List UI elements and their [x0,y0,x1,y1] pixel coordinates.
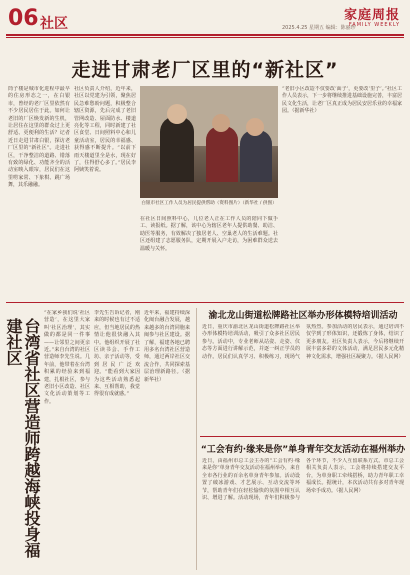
section-divider [6,302,404,303]
column-divider [196,308,197,570]
article1-column-1: 筒子楼是城市化进程中最早的住房形态之一，在白银市，曾经的老厂区里依然有不少居民居住于此。如何让老旧的厂区焕发新的生机，让居住在这里的群众过上更舒适、更便利的生活？记者近日走进甘肃白银，探访老厂区里的“新社区”。走进社区，干净整洁的道路、错落有致的绿化、功能齐全的活动室映入眼帘，居民们在这里唠家常、下象棋、跳广场舞，其乐融融。 [8,86,70,189]
main-headline: 走进甘肃老厂区里的“新社区” [71,59,339,81]
masthead [0,0,410,44]
section-name: 社区 [40,16,68,32]
article2-column-1: “在家乡我们说‘社区营造’，在这里大家叫‘社区治理’，其实做的都是同一件事——让邻里之间更亲近。”来自台湾的社区营造师李先生说。几年前，他带着在台湾积累的经验来到福建，扎根社区，参与老旧小区改造、社区文化活动策划等工作。 [44,310,90,405]
page-number: 06 [8,6,39,31]
article4-body: 近日，由福州市总工会主办的“工会有约·缘来是你”单身青年交友活动在福州举办，来自全市各行业的百余名单身青年参加。活动设置了破冰游戏、才艺展示、互动交流等环节，帮助青年们在轻松愉快的氛围中相互认识、增进了解。活动现场，青年们积极参与各个环节，不少人互留联系方式。市总工会相关负责人表示，工会将持续搭建交友平台，为单身职工牵线搭桥，助力青年职工幸福成长。据统计，本次活动共有多对青年现场牵手成功。（据人民网） [202,458,404,502]
photo-caption: 白银市社区工作人员为居民提供帮助（资料图片）（新华社 / 供图） [141,201,277,206]
article1-column-3: 在社区日间照料中心，几位老人正在工作人员的陪同下做手工、读报纸。据了解，该中心为辖区老年人提供助餐、助洁、助医等服务，有效解决了独居老人、空巢老人的生活难题。社区还组建了志愿服务队，定期开展入户走访，为困难群众送去温暖与关怀。 [140,216,278,252]
brand-subtitle: FAMILY WEEKLY [348,22,400,28]
article3-body: 近日，重庆市渝北区龙山街道松牌路社区举办形体模特培训活动，吸引了众多社区居民参与。活动中，专业老师从站姿、走姿、仪态等方面进行讲解示范，并逐一纠正学员的动作。居民们认真学习、积极练习，现场气氛热烈。参加活动的居民表示，通过培训不仅学到了形体知识，还锻炼了身体，结识了更多朋友。社区负责人表示，今后将继续开展丰富多彩的文体活动，满足居民多元化精神文化需求，增强社区凝聚力。（据人民网） [202,324,404,360]
date-editor-line: 2025.4.25 星期五 编辑：陈丽珍 [282,25,356,31]
article1-column-2: 社区负责人介绍，近年来，社区以党建为引领，聚焦居民急难愁盼问题，积极整合辖区资源，先后完成了老旧管网改造、屋面防水、楼道亮化等工程，同时新建了社区食堂、日间照料中心和儿童活动室，居民的幸福感、获得感不断提升。“以前下雨天楼道里全是水，现在好了，住得舒心多了。”居民李阿姨笑着说。 [74,86,136,174]
article-divider [200,436,406,437]
article2-column-2: 李先生告诉记者，刚来的时候也有过不适应，但当地居民的热情让他很快融入其中。他组织开展了社区读书会、手作工坊、亲子活动等，受到居民广泛欢迎。“能看到大家因为这些活动熟悉起来、互相帮助，我觉得很有成就感。” [94,310,140,398]
article1-photo [140,86,278,198]
brand-logo: 家庭周报 [343,8,400,23]
article4-headline: “工会有约·缘来是你”单身青年交友活动在福州举办 [200,445,406,455]
article1-column-4: “老旧小区改造不仅要改‘面子’，更要改‘里子’。”社区工作人员表示，下一步将继续推进基础设施完善，丰富居民文化生活，让老厂区真正成为居民安居乐业的幸福家园。（据新华社） [282,86,402,115]
article3-headline: 渝北龙山街道松牌路社区举办形体模特培训活动 [208,311,398,321]
masthead-rule-thin [6,37,404,38]
masthead-rule [6,34,404,36]
article2-column-3: 近年来，福建持续深化闽台融合发展，越来越多的台湾同胞来闽参与社区建设。据了解，福建各地已聘用多名台湾社区营造师，通过两岸社区交流合作，共同探索基层治理新路径。（据新华社） [144,310,190,383]
vertical-headline: 台湾省社区营造师跨越海峡投身福建社区 [4,318,41,558]
